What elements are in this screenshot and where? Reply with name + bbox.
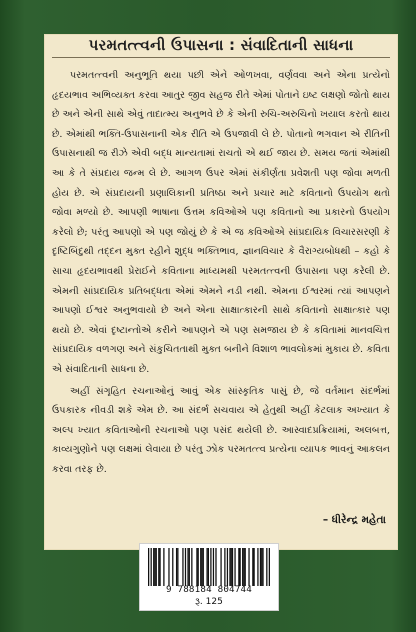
barcode-bar [232,548,233,586]
barcode-bar [231,548,232,586]
barcode-bar [220,548,221,586]
price-label: રૂ. 125 [195,597,223,607]
barcode-bar [177,548,178,586]
barcode-bar [203,548,204,586]
barcode-bar [253,548,254,586]
barcode-bar [206,548,207,586]
barcode-bar [159,548,160,586]
barcode-bar [213,548,214,586]
barcode-bar [266,548,267,586]
barcode-bar [156,548,157,586]
barcode-bar [269,548,270,586]
barcode-bar [200,548,201,586]
barcode-bar [182,548,183,586]
barcode-bar [215,548,216,586]
barcode-bar [262,548,263,586]
barcode-bar [234,548,235,586]
barcode-bar [201,548,202,586]
title-divider [52,57,390,58]
barcode-bar [243,548,244,586]
back-cover-title: પરમતત્ત્વની ઉપાસના : સંવાદિતાની સાધના [88,36,354,54]
barcode-bar [148,548,149,586]
barcode-bar [208,548,209,586]
barcode-bar [238,548,239,586]
barcode-bar [198,548,199,586]
barcode-bar [229,548,230,586]
barcode-bar [242,548,243,586]
barcode-bar [210,548,211,586]
isbn-number: 9 788184 804744 [166,584,252,595]
barcode-bar [154,548,155,586]
barcode-bar [191,548,192,586]
barcode-bar [168,548,169,586]
barcode-bar [189,548,190,586]
author-signature: – ધીરેન્દ્ર મહેતા [322,514,386,526]
barcode-bar [151,548,152,586]
barcode-bar [252,548,253,586]
barcode-bar [163,548,164,586]
blurb-paragraph-2: અહીં સંગૃહિત રચનાઓનું આવું એક સાંસ્કૃતિક પાસું છે, જે વર્તમાન સંદર્ભમાં ઉપકારક નીવડી શકે એમ છે. આ સંદર્ભ સચવાય એ હેતુથી અહીં કેટલાક અખ્યાત કે અલ્પ ખ્યાત કવિતાઓની રચનાઓ પણ પસંદ થયેલી છે. આસ્વાદપ્રક્રિયામાં, અલબત્ત, કાવ્યગુણોને પણ લક્ષમાં લેવાયા છે પરંતુ ઝોક પરમતત્ત્વ પ્રત્યેના વ્યાપક ભાવનું આકલન કરવા તરફ છે. [52,385,390,475]
blurb-paragraph-1: પરમતત્ત્વની અનુભૂતિ થયા પછી એને ઓળખવા, વર્ણવવા અને એના પ્રત્યેનો હૃદયભાવ અભિવ્યક્ત કરવા આતુર જીવ સહજ રીતે એમાં પોતાને ઇષ્ટ લક્ષણો જોતો થાય છે અને એની સાથે એવું તાદાત્મ્ય અનુભવે છે કે એની રુચિ-અરુચિનો ખયાલ કરતો થાય છે. એમાંથી ભક્તિ-ઉપાસનાની એક રીતિ એ ઉપજાવી લે છે. પોતાનો ભગવાન એ રીતિની ઉપાસનાથી જ રીઝે એવી બદ્ધ માન્યતામાં રાચતો એ થઈ જાય છે. સમય જતાં એમાંથી આ કે તે સંપ્રદાય જન્મ લે છે. આગળ ઉપર એમાં સંકીર્ણતા પ્રવેશતી પણ જોવા મળતી હોય છે. એ સંપ્રદાયની પ્રણાલિકાની પ્રતિષ્ઠા અને પ્રચાર માટે કવિતાનો ઉપયોગ થતો જોવા મળ્યો છે. આપણી ભાષાના ઉત્તમ કવિઓએ પણ કવિતાનો આ પ્રકારનો ઉપયોગ કરેલો છે; પરંતુ આપણો એ પણ જોયું છે કે એ જ કવિઓએ સાંપ્રદાયિક વિચારસરણી કે દૃષ્ટિબિંદુથી તદ્દન મુક્ત રહીને શુદ્ધ ભક્તિભાવ, જ્ઞાનવિચાર કે વૈરાગ્યબોધથી – કહો કે સાચા હૃદયભાવથી પ્રેરાઈને કવિતાના માધ્યમથી પરમતત્ત્વની ઉપાસના પણ કરેલી છે. એમની સાંપ્રદાયિક પ્રતિબદ્ધતા એમાં એમને નડી નથી. એમના ઈશ્વરમાં ત્યાં આપણને આપણો ઈશ્વર અનુભવાયો છે અને એના સાક્ષાત્કારની સાથે કવિતાનો સાક્ષાત્કાર પણ થયો છે. એવાં દૃષ્ટાન્તોએ કરીને આપણને એ પણ સમજાય છે કે કવિતામાં માનવચિત્ત સાંપ્રદાયિક વળગણ અને સંકુચિતતાથી મુક્ત બનીને વિશાળ ભાવલોકમાં મુકાય છે. કવિતા એ સંવાદિતાની સાધના છે. [52,70,390,375]
barcode-bar [260,548,261,586]
barcode-bar [187,548,188,586]
blurb-body [52,66,390,479]
barcode-bar [185,548,186,586]
barcode-bar [227,548,228,586]
barcode-bar [153,548,154,586]
barcode-bar [224,548,225,586]
barcode-bar [158,548,159,586]
barcode-bar [196,548,197,586]
barcode-bar [240,548,241,586]
barcode-bar [248,548,249,586]
barcode-bar [176,548,177,586]
barcode-bar [261,548,262,586]
barcode-bar [245,548,246,586]
barcode-icon [148,548,270,586]
barcode-bar [257,548,258,586]
barcode-label [140,544,278,610]
barcode-bar [172,548,173,586]
